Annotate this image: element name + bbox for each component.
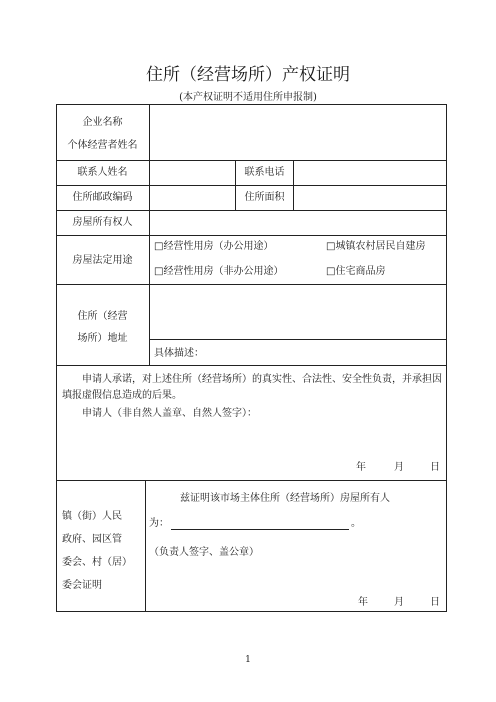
cert-date-day: 日 <box>430 597 440 608</box>
page-number: 1 <box>245 655 251 665</box>
commitment-date-year: 年 <box>356 462 366 473</box>
field-contact-name[interactable] <box>150 161 235 185</box>
field-company-name[interactable] <box>150 105 446 160</box>
row-divider <box>149 339 447 340</box>
label-company-name: 企业名称 <box>82 117 123 128</box>
field-area[interactable] <box>294 186 446 210</box>
row-divider <box>56 235 447 236</box>
page-subtitle: (本产权证明不适用住所申报制) <box>179 92 317 103</box>
label-address-line1: 住所（经营 <box>77 311 128 322</box>
cert-for-prefix: 为： <box>149 518 169 529</box>
label-contact-phone: 联系电话 <box>244 167 285 178</box>
cert-period: 。 <box>351 518 361 529</box>
option-commercial-housing[interactable]: □住宅商品房 <box>326 266 386 277</box>
cert-label-line2: 政府、园区管 <box>62 534 122 545</box>
field-postal-code[interactable] <box>150 186 235 210</box>
label-postal-code: 住所邮政编码 <box>72 192 133 203</box>
option-self-built-house[interactable]: □城镇农村居民自建房 <box>326 241 426 252</box>
field-contact-phone[interactable] <box>294 161 446 185</box>
row-divider <box>56 480 447 481</box>
cert-label-line4: 委会证明 <box>62 580 102 591</box>
page-title: 住所（经营场所）产权证明 <box>146 65 350 85</box>
row-divider <box>56 365 447 366</box>
option-non-office-use[interactable]: □经营性用房（非办公用途） <box>154 266 284 277</box>
column-divider <box>145 480 146 611</box>
label-owner: 房屋所有权人 <box>72 217 133 228</box>
cert-date-month: 月 <box>394 597 404 608</box>
cert-label-line1: 镇（街）人民 <box>62 511 122 522</box>
label-usage: 房屋法定用途 <box>72 255 133 266</box>
commitment-text: 申请人承诺，对上述住所（经营场所）的真实性、合法性、安全性负责，并承担因填报虚假信息造成的后果。 <box>62 374 442 401</box>
label-address-line2: 场所）地址 <box>77 333 128 344</box>
label-specific-description: 具体描述： <box>154 348 204 359</box>
label-individual-name: 个体经营者姓名 <box>67 140 138 151</box>
cert-statement: 兹证明该市场主体住所（经营场所）房屋所有人 <box>180 493 390 504</box>
field-owner[interactable] <box>150 211 446 235</box>
option-office-use[interactable]: □经营性用房（办公用途） <box>154 241 274 252</box>
cert-owner-underline[interactable] <box>171 529 349 530</box>
cert-signature-label: （负责人签字、盖公章） <box>149 547 259 558</box>
applicant-signature-label: 申请人（非自然人盖章、自然人签字）： <box>82 408 257 419</box>
field-address[interactable] <box>150 285 446 339</box>
label-area: 住所面积 <box>244 192 285 203</box>
commitment-date-month: 月 <box>394 462 404 473</box>
cert-date-year: 年 <box>358 597 368 608</box>
cert-label-line3: 委会、村（居） <box>62 557 132 568</box>
commitment-date-day: 日 <box>430 462 440 473</box>
label-contact-name: 联系人姓名 <box>77 167 128 178</box>
